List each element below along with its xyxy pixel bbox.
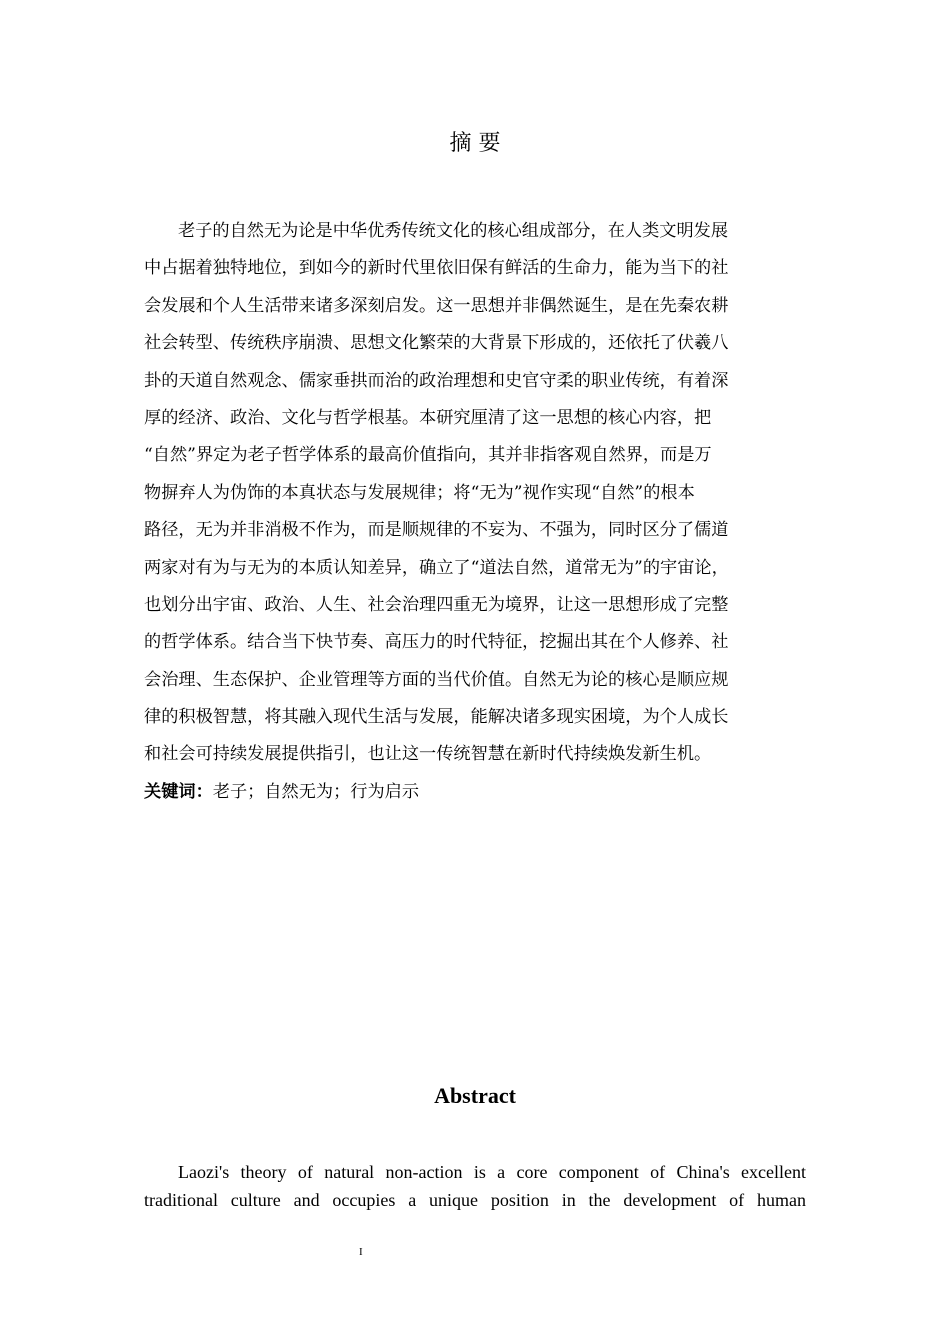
chinese-abstract-line: 卦的天道自然观念、儒家垂拱而治的政治理想和史官守柔的职业传统，有着深	[144, 370, 729, 391]
chinese-abstract-line: 律的积极智慧，将其融入现代生活与发展，能解决诸多现实困境，为个人成长	[144, 707, 729, 728]
chinese-abstract-line: 的哲学体系。结合当下快节奏、高压力的时代特征，挖掘出其在个人修养、社	[144, 632, 729, 653]
page-number: I	[359, 1246, 363, 1258]
english-abstract-line: Laozi's theory of natural non-action is a core component of China's excellent	[178, 1162, 806, 1182]
english-abstract-line: traditional culture and occupies a unique position in the development of human	[144, 1190, 806, 1210]
english-abstract-body	[144, 1158, 806, 1214]
chinese-abstract-line: 老子的自然无为论是中华优秀传统文化的核心组成部分，在人类文明发展	[178, 221, 729, 241]
keywords-line	[144, 774, 806, 811]
chinese-abstract-line: 会发展和个人生活带来诸多深刻启发。这一思想并非偶然诞生，是在先秦农耕	[144, 295, 729, 316]
keywords-label: 关键词：	[144, 781, 213, 802]
english-abstract-title: Abstract	[434, 1083, 516, 1108]
chinese-abstract-line: 中占据着独特地位，到如今的新时代里依旧保有鲜活的生命力，能为当下的社	[144, 258, 729, 279]
chinese-abstract-line: “自然”界定为老子哲学体系的最高价值指向，其并非指客观自然界，而是万	[144, 445, 712, 466]
chinese-abstract-line: 会治理、生态保护、企业管理等方面的当代价值。自然无为论的核心是顺应规	[144, 669, 729, 690]
chinese-abstract-line: 社会转型、传统秩序崩溃、思想文化繁荣的大背景下形成的，还依托了伏羲八	[144, 333, 729, 354]
chinese-abstract-body	[144, 213, 806, 811]
chinese-abstract-line: 路径，无为并非消极不作为，而是顺规律的不妄为、不强为，同时区分了儒道	[144, 520, 729, 541]
chinese-abstract-title: 摘 要	[449, 131, 501, 156]
chinese-abstract-line: 两家对有为与无为的本质认知差异，确立了“道法自然，道常无为”的宇宙论，	[144, 557, 729, 578]
chinese-abstract-line: 和社会可持续发展提供指引，也让这一传统智慧在新时代持续焕发新生机。	[144, 744, 712, 765]
chinese-abstract-line: 也划分出宇宙、政治、人生、社会治理四重无为境界，让这一思想形成了完整	[144, 594, 729, 615]
chinese-abstract-line: 厚的经济、政治、文化与哲学根基。本研究厘清了这一思想的核心内容，把	[144, 407, 712, 428]
keywords-value: 老子；自然无为；行为启示	[212, 781, 420, 802]
chinese-abstract-line: 物摒弃人为伪饰的本真状态与发展规律；将“无为”视作实现“自然”的根本	[144, 482, 695, 503]
